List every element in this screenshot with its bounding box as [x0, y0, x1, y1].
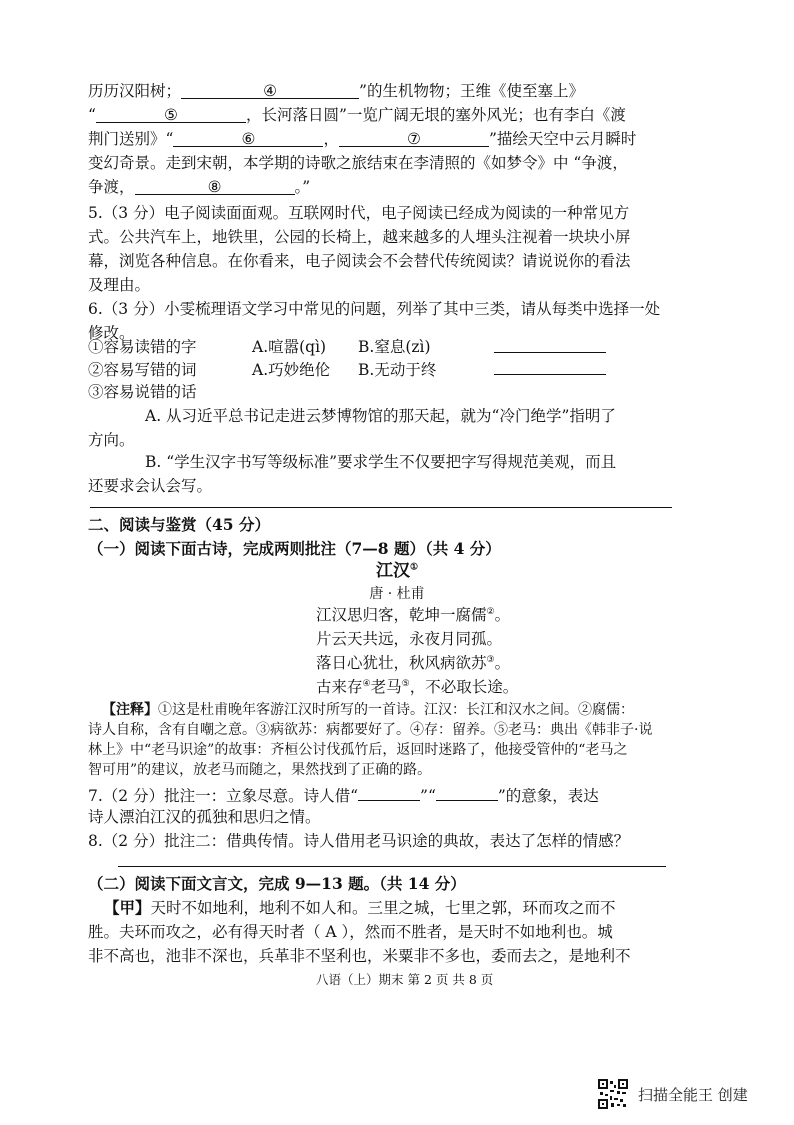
q6-row-3	[88, 381, 197, 403]
q6-answer-line-2[interactable]	[494, 374, 606, 375]
footnote-mark: ⑤	[401, 678, 410, 689]
q6-option-1a	[252, 336, 326, 358]
q4-text: ，长河落日圆”一览广阔无垠的塞外风光；也有李白《渡	[245, 106, 626, 124]
poem-line-3: 落日心犹壮，秋风病欲苏③。	[316, 654, 511, 672]
q6-row-2	[88, 359, 197, 381]
poem-line-4	[316, 676, 518, 698]
page-footer	[316, 970, 493, 988]
q6-option-2a	[252, 359, 330, 381]
subsection-title: （一）阅读下面古诗，完成两则批注（7—8 题）（共 4 分）	[88, 539, 501, 558]
jia-text: 天时不如地利，地利不如人和。三里之城，七里之郭，环而攻之而不	[150, 899, 616, 917]
q6-category-label: ③容易说错的话	[88, 383, 197, 401]
footnote-mark: ③	[486, 654, 495, 665]
q4-text: 变幻奇景。走到宋朝，本学期的诗歌之旅结束在李清照的《如梦令》中 “争渡，	[88, 154, 628, 172]
q5-line-3	[88, 250, 631, 272]
q6-row-1	[88, 336, 197, 358]
poem-line-1: 江汉思归客，乾坤一腐儒②。	[316, 606, 511, 624]
q6-text: 6.（3 分）小雯梳理语文学习中常见的问题，列举了其中三类，请从每类中选择一处	[88, 300, 661, 318]
note-line-1	[102, 699, 634, 721]
poem-text: 江汉思归客，乾坤一腐儒	[316, 606, 487, 624]
jia-label: 【甲】	[104, 898, 151, 917]
jia-line-2	[88, 921, 613, 943]
q4-line-2	[88, 104, 626, 126]
q6-option-1b	[358, 336, 431, 358]
q8-answer-line[interactable]	[118, 866, 666, 867]
q4-text: ”的生机物物；王维《使至塞上》	[359, 82, 584, 100]
poem-title	[0, 560, 794, 582]
q5-text: 及理由。	[88, 276, 151, 294]
footnote-mark: ④	[362, 678, 371, 689]
q5-line-1	[88, 202, 629, 224]
note-line-2	[88, 719, 652, 741]
poem-title-text: 江汉	[375, 561, 410, 581]
footnote-mark: ②	[486, 606, 495, 617]
q4-line-3	[88, 128, 636, 150]
poem-author-text: 唐 · 杜甫	[369, 586, 425, 602]
blank-number: ⑧	[207, 178, 222, 196]
q6-text: 修改。	[88, 324, 135, 342]
footnote-mark: ①	[409, 562, 419, 573]
q5-line-4	[88, 274, 150, 296]
section-2-title	[88, 514, 270, 536]
q6-sentence-a-1	[145, 405, 616, 427]
subsection-1-title	[88, 538, 501, 560]
blank-5[interactable]	[96, 104, 246, 123]
note-text: 智可用”的建议，放老马而随之，果然找到了正确的路。	[88, 762, 432, 778]
poem-text: 片云天共远，永夜月同孤。	[316, 630, 503, 648]
q5-line-2	[88, 226, 631, 248]
scanner-watermark	[638, 1084, 748, 1105]
q7-line-1	[88, 782, 599, 807]
poem-text: 落日心犹壮，秋风病欲苏	[316, 654, 487, 672]
poem-text: 老马	[370, 678, 402, 696]
note-text: 林上》中“老马识途”的故事：齐桓公讨伐孤竹后，返回时迷路了，他接受管仲的“老马之	[88, 742, 628, 758]
qr-code-icon	[598, 1079, 628, 1109]
poem-text: 古来存	[316, 678, 363, 696]
q4-text: 争渡，	[88, 178, 135, 196]
q6-sentence-b-2	[88, 475, 212, 497]
subsection-title: （二）阅读下面文言文，完成 9—13 题。（共 14 分）	[88, 874, 466, 893]
option-text: B.无动于终	[358, 361, 437, 379]
section-title: 二、阅读与鉴赏（45 分）	[88, 515, 270, 534]
q4-text: 历历汉阳树；	[88, 82, 182, 100]
q6-text: A. 从习近平总书记走进云梦博物馆的那天起，就为“冷门绝学”指明了	[145, 407, 616, 425]
q5-text: 幕，浏览各种信息。在你看来，电子阅读会不会替代传统阅读？请说说你的看法	[88, 252, 631, 270]
blank-4[interactable]	[181, 80, 359, 99]
note-line-3	[88, 739, 627, 761]
note-line-4	[88, 759, 431, 781]
q6-answer-line-3[interactable]	[90, 507, 672, 508]
q4-text: ”描绘天空中云月瞬时	[488, 130, 637, 148]
q7-text: ”的意象，表达	[497, 787, 599, 805]
jia-text: 非不高也，池非不深也，兵革非不坚利也，米粟非不多也，委而去之，是地利不	[88, 947, 631, 965]
q6-category-label: ①容易读错的字	[88, 338, 197, 356]
blank-6[interactable]	[173, 128, 323, 147]
note-text: 诗人自称，含有自嘲之意。③病欲苏：病都要好了。④存：留养。⑤老马：典出《韩非子·说	[88, 722, 653, 738]
q7-text: 7.（2 分）批注一：立象尽意。诗人借“	[88, 787, 359, 805]
blank-8[interactable]	[135, 176, 295, 195]
poem-line-2	[316, 628, 502, 650]
q7-text: 诗人漂泊江汉的孤独和思归之情。	[88, 808, 321, 826]
q6-sentence-a-2	[88, 429, 135, 451]
q6-line-1	[88, 298, 660, 320]
q7-blank-1[interactable]	[358, 782, 420, 801]
blank-number: ⑤	[163, 106, 178, 124]
option-text: B.窒息(zì)	[358, 338, 431, 356]
q6-text: 方向。	[88, 431, 135, 449]
q6-text: 还要求会认会写。	[88, 477, 213, 495]
q4-line-4	[88, 152, 628, 174]
q5-text: 5.（3 分）电子阅读面面观。互联网时代，电子阅读已经成为阅读的一种常见方	[88, 204, 630, 222]
scanner-watermark-text: 扫描全能王 创建	[638, 1086, 748, 1104]
q4-text: ，	[323, 130, 339, 148]
q5-text: 式。公共汽车上，地铁里，公园的长椅上，越来越多的人埋头注视着一块块小屏	[88, 228, 631, 246]
q8-line	[88, 830, 629, 852]
q4-line-5	[88, 176, 310, 198]
blank-number: ⑦	[407, 130, 421, 148]
q4-text: 。”	[294, 178, 311, 196]
note-label: 【注释】	[102, 702, 158, 718]
q6-category-label: ②容易写错的词	[88, 361, 197, 379]
page-footer-text: 八语（上）期末 第 2 页 共 8 页	[316, 972, 494, 987]
poem-author	[0, 583, 794, 605]
q7-blank-2[interactable]	[436, 782, 498, 801]
q6-option-2b	[358, 359, 436, 381]
q6-text: B. “学生汉字书写等级标准”要求学生不仅要把字写得规范美观，而且	[145, 453, 617, 471]
option-text: A.巧妙绝伦	[252, 361, 331, 379]
jia-text: 胜。夫环而攻之，必有得天时者（ A ），然而不胜者，是天时不如地利也。城	[88, 923, 613, 941]
q8-text: 8.（2 分）批注二：借典传情。诗人借用老马识途的典故，表达了怎样的情感？	[88, 832, 630, 850]
q4-text: “	[88, 106, 96, 124]
q4-text: 荆门送别》“	[88, 130, 174, 148]
option-text: A.喧嚣(qì)	[252, 338, 327, 356]
blank-number: ⑥	[241, 130, 256, 148]
jia-line-1	[104, 897, 616, 919]
blank-number: ④	[263, 82, 277, 100]
q4-line-1	[88, 80, 584, 102]
q7-text: ”“	[420, 787, 436, 805]
subsection-2-title	[88, 873, 466, 895]
q7-line-2	[88, 806, 321, 828]
q6-answer-line-1[interactable]	[494, 352, 606, 353]
q6-sentence-b-1	[145, 451, 616, 473]
blank-7[interactable]	[339, 128, 489, 147]
poem-text: ，不必取长途。	[409, 678, 519, 696]
jia-line-3	[88, 945, 631, 967]
note-text: ①这是杜甫晚年客游江汉时所写的一首诗。江汉：长江和汉水之间。②腐儒：	[158, 702, 634, 718]
